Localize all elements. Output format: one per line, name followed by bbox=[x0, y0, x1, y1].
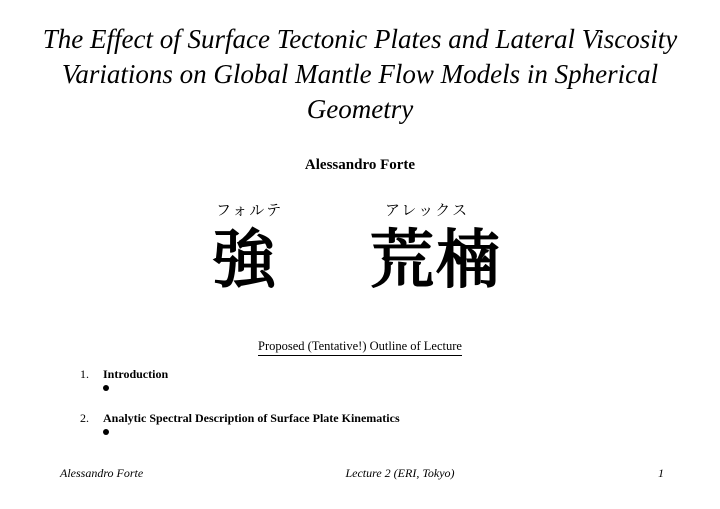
outline-item-label: Introduction bbox=[103, 367, 169, 381]
outline-item-number: 2. bbox=[80, 411, 89, 425]
outline-item-number: 1. bbox=[80, 367, 89, 381]
author-name: Alessandro Forte bbox=[304, 157, 416, 173]
outline-heading bbox=[0, 339, 720, 354]
footer-lecture: Lecture 2 (ERI, Tokyo) bbox=[345, 466, 455, 480]
outline-item bbox=[80, 411, 680, 455]
given-name-kanji: 荒楠 bbox=[370, 223, 502, 298]
document-title bbox=[40, 22, 680, 127]
title-line-3: Geometry bbox=[306, 94, 414, 124]
page-number: 1 bbox=[658, 466, 664, 480]
surname-katakana: フォルテ bbox=[216, 201, 284, 219]
outline-item-label: Analytic Spectral Description of Surface Plate Kinematics bbox=[103, 411, 400, 425]
outline-list bbox=[80, 367, 680, 455]
given-name-katakana: アレックス bbox=[385, 201, 470, 219]
outline-heading-text: Proposed (Tentative!) Outline of Lecture bbox=[258, 339, 462, 356]
surname-kanji: 強 bbox=[212, 223, 276, 298]
title-line-2: Variations on Global Mantle Flow Models in Spherical bbox=[61, 59, 659, 89]
outline-item bbox=[80, 367, 680, 411]
title-line-1: The Effect of Surface Tectonic Plates and Lateral Viscosity bbox=[42, 24, 678, 54]
bullet-icon bbox=[103, 429, 109, 435]
bullet-icon bbox=[103, 385, 109, 391]
footer-author: Alessandro Forte bbox=[60, 466, 144, 480]
